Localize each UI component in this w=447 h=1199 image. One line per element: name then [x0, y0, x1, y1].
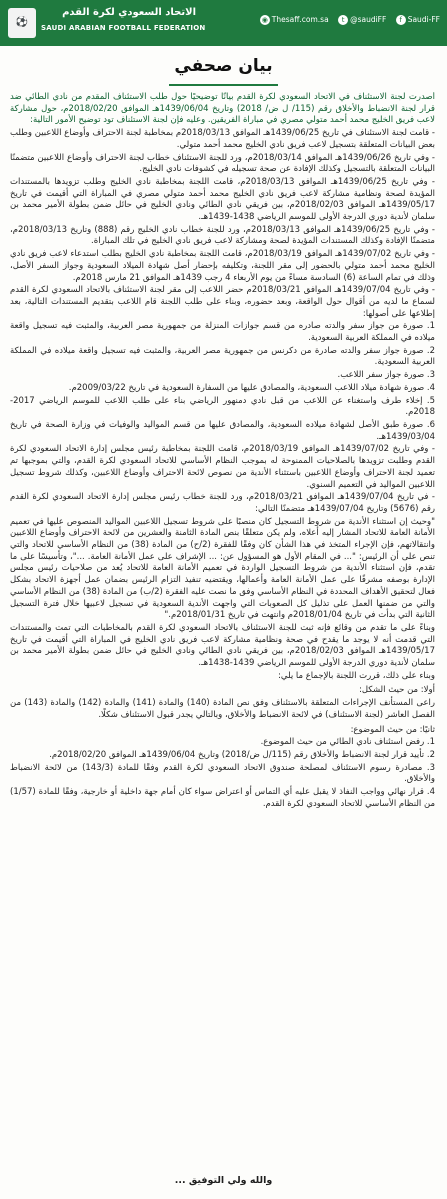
- contact-links: [185, 15, 440, 30]
- social-icon: f: [396, 15, 406, 25]
- paragraph: وبناءً على ما تقدم من وقائع فإنه ثبت للجنة الاستئناف بالاتحاد السعودي لكرة القدم بالمخاطبات التي تمت والمستندات التي قدمت أنه لا يوجد ما يقدح في صحة ونظامية مشاركة لاعب فريق نادي الخليج في المباراة التي أقيمت في تاريخ 1439/05/17هـ الموافق 2018/02/03م، بين فريقي نادي الطائي ونادي الخليج في حائل ضمن بطولة الأمير محمد بن سلمان لأندية دوري الدرجة الأولى للموسم الرياضي 1439-1438هـ.: [10, 622, 435, 669]
- paragraph: وبناء على ذلك، قررت اللجنة بالإجماع ما يلي:: [278, 670, 435, 681]
- twitter-link[interactable]: t @saudiFF: [338, 15, 386, 25]
- list-item: 2. صورة جواز سفر والدته صادرة من دكرنس من جمهورية مصر العربية، والمثبت فيه تسجيل واقعة ميلاده في المملكة العربية السعودية.: [10, 345, 435, 368]
- paragraph: - في تاريخ 1439/07/04هـ الموافق 2018/03/21م، ورد للجنة خطاب رئيس مجلس إدارة الاتحاد السعودي لكرة القدم رقم (5676) وتاريخ 1439/07/04هـ متضمنًا التالي:: [10, 492, 435, 514]
- twitter-icon: t: [338, 15, 348, 25]
- paragraph: - قامت لجنة الاستئناف في تاريخ 1439/06/25هـ الموافق 2018/03/13م بمخاطبة لجنة الاحتراف وأوضاع اللاعبين وطلب بعض البيانات المتعلقة بتسجيل لاعب فريق نادي الخليج محمد أحمد متولي.: [10, 128, 435, 150]
- list-item: 3. مصادرة رسوم الاستئناف لمصلحة صندوق الاتحاد السعودي لكرة القدم وفقًا للمادة (143/3) من لائحة الانضباط والأخلاق.: [10, 762, 435, 785]
- section-heading: أولا: من حيث الشكل:: [358, 685, 435, 696]
- page-title: بيان صحفي: [174, 56, 273, 76]
- paragraph: راعى المستأنف الإجراءات المتعلقة بالاستئناف وفق نص المادة (140) والمادة (141) والمادة (142) والمادة (143) من الفصل العاشر (لجنة الاستئناف) في لائحة الانضباط والأخلاق، وبالتالي يجدر قبول الاستئناف شكلًا.: [10, 698, 435, 720]
- list-item: 3. صورة جواز سفر اللاعب.: [337, 370, 435, 381]
- list-item: 5. إخلاء طرف واستغناء عن اللاعب من قبل نادي دمنهور الرياضي بناء على طلب اللاعب للموسم الرياضي 2017-2018م.: [10, 395, 435, 418]
- federation-brand: [8, 5, 206, 41]
- paragraph: - وفي تاريخ 1439/07/02هـ الموافق 2018/03/19م، قامت اللجنة بمخاطبة رئيس مجلس إدارة الاتحاد السعودي لكرة القدم وطلبت تزويدها بالصلاحيات الممنوحة له بموجب النظام الأساسي للاتحاد السعودي لكرة القدم، والتي بموجبها تم تعميد لجنة الاحتراف وأوضاع اللاعبين باستثناء الأندية من نصوص لائحة الاحتراف وأوضاع اللاعبين، وكذلك شروط تسجيل اللاعبين المواليد في التعميم السنوي.: [10, 444, 435, 490]
- list-item: 2. تأييد قرار لجنة الانضباط والأخلاق رقم (115/ل ض/2018) وتاريخ 1439/06/04هـ الموافق 2018/02/20م.: [49, 749, 435, 760]
- website-link[interactable]: ◉ Thesaff.com.sa: [261, 15, 329, 24]
- list-item: 1. صورة من جواز سفر والدته صادره من قسم جوازات المنزلة من جمهورية مصر العربية، والمثبت فيه تسجيل واقعة ميلاده في المملكة العربية السعودية.: [10, 321, 435, 344]
- paragraph: - وفي تاريخ 1439/06/25هـ الموافق 2018/03/13م، ورد للجنة خطاب نادي الخليج رقم (888) وتاريخ 2018/03/13م، متضمنًا الإفادة وكذلك المستندات المؤيدة لصحة ومشاركة لاعب فريق نادي الخليج في تلك المباراة.: [10, 224, 435, 247]
- list-item: 6. صورة طبق الأصل لشهادة ميلاده السعودية، والمصادق عليها من قسم المواليد والوفيات في وزارة الصحة في تاريخ 1439/03/04هـ.: [10, 419, 435, 442]
- paragraph: - وفي تاريخ 1439/07/04هـ الموافق 2018/03/21م حضر اللاعب إلى مقر لجنة الاستئناف بالاتحاد السعودي لكرة القدم لسماع ما لديه من أقوال حول الواقعة، وبعد حضوره، وبناء على طلب اللجنة قام اللاعب بتقديم المستندات التالية، بعد إطلاعها على أصولها:: [10, 285, 435, 319]
- paragraph: - وفي تاريخ 1439/07/02هـ الموافق 2018/03/19م، قامت اللجنة بمخاطبة نادي الخليج بطلب استدعاء لاعب فريق نادي الخليج محمد أحمد متولي بالحضور إلى مقر اللجنة، وتكليفه بإحضار أصل شهادة الميلاد السعودية وجواز السفر الأصل، وذلك في تمام الساعة (6) السادسة مساءً من يوم الأربعاء 4 رجب 1439هـ الموافق 21 مارس 2018م.: [10, 249, 435, 283]
- paragraph: - وفي تاريخ 1439/06/25هـ الموافق 2018/03/13م، قامت اللجنة بمخاطبة نادي الخليج وطلب تزويدها بالمستندات المؤيدة لصحة ونظامية مشاركة لاعب فريق نادي الخليج محمد أحمد متولي مصري في المباراة التي أقيمت في تاريخ 1439/05/17هـ الموافق 2018/02/03م، بين فريقي نادي الطائي ونادي الخليج في حائل ضمن بطولة الأمير محمد بن سلمان لأندية دوري الدرجة الأولى للموسم الرياضي 1438-1439هـ.: [10, 176, 435, 223]
- section-heading: ثانيًا: من حيث الموضوع:: [350, 724, 435, 735]
- closing-line: والله ولي التوفيق ...: [174, 1175, 273, 1186]
- quoted-paragraph: "وحيث إن استثناء الأندية من شروط التسجيل كان منصبًا على شروط تسجيل اللاعبين المواليد المنصوص عليها في تعميم الأمانة العامة للاتحاد المشار إليه أعلاه، ولم يكن متعلقًا بنص المادة الثامنة والعشرين من لائحة الاحتراف وأوضاع اللاعبين وانتقالاتهم، فإن الإجراء المتخذ في هذا الشأن كان وفقًا للفقرة (2/ح) من المادة (38) من النظام الأساسي للاتحاد والتي تنص على أن الرئيس: "... في المقام الأول هو المسؤول عن: ... الإشراف على عمل الأمانة العامة. ..."، وتأسيسًا على ما تقدم، فإن استثناء الأندية من شروط التسجيل الواردة في تعميم الأمانة العامة للاتحاد يُعد من صلاحيات رئيس مجلس الإدارة بوصفه مشرفًا على عمل الأمانة العامة وأعمالها، ويقتضيه تنفيذ التزام الرئيس بضمان عمل أجهزة الاتحاد بشكل فعال لتحقيق الأهداف المحددة في النظام الأساسي وفق ما نصت عليه الفقرة (2/ب) من المادة (38) من النظام الأساسي والتي من ضمنها العمل على تذليل كل الصعوبات التي واجهت الأندية السعودية في تسجيل لاعبيها خلال فترة التسجيل الثانية التي بدأت في تاريخ 2018/01/04م وانتهت في تاريخ 2018/01/31م.": [10, 516, 435, 621]
- paragraph: - وفي تاريخ 1439/06/26هـ الموافق 2018/03/14م، ورد للجنة الاستئناف خطاب لجنة الاحتراف وأوضاع اللاعبين متضمنًا البيانات المتعلقة بالتسجيل وكذلك الإفادة عن صحة تسجيله في كشوفات نادي الخليج.: [10, 152, 435, 175]
- header-bar: [0, 0, 447, 46]
- federation-name-arabic: الاتحاد السعودي لكرة القدم: [62, 7, 196, 18]
- list-item: 4. قرار نهائي وواجب النفاذ لا يقبل عليه أي التماس أو اعتراض سواء كان أمام جهة داخلية أو خارجية، وفقًا للمادة (1/57) من النظام الأساسي للاتحاد السعودي لكرة القدم.: [10, 787, 435, 809]
- list-item: 1. رفض استئناف نادي الطائي من حيث الموضوع.: [260, 737, 435, 748]
- title-underline: [169, 84, 278, 86]
- social-link[interactable]: f Saudi-FF: [396, 15, 440, 25]
- list-item: 4. صورة شهادة ميلاد اللاعب السعودية، والمصادق عليها من السفارة السعودية في تاريخ 2009/03/22م.: [68, 382, 435, 393]
- federation-name-english: SAUDI ARABIAN FOOTBALL FEDERATION: [41, 24, 206, 32]
- statement-body: [10, 92, 435, 1172]
- paragraph-intro: أصدرت لجنة الاستئناف في الاتحاد السعودي لكرة القدم بيانًا توضيحيًا حول طلب الاستئناف المقدم من نادي الطائي ضد قرار لجنة الانضباط والأخلاق رقم (115/ ل ض/ 2018) وتاريخ 1439/06/04هـ الموافق 2018/02/20م، حول مشاركة لاعب فريق الخليج محمد أحمد متولي مصري في مباراة الفريقين. وعليه فإن لجنة الاستئناف تود توضيح الأمور التالية:: [10, 92, 435, 126]
- federation-logo-icon: ⚽: [8, 8, 36, 38]
- globe-icon: ◉: [261, 16, 268, 24]
